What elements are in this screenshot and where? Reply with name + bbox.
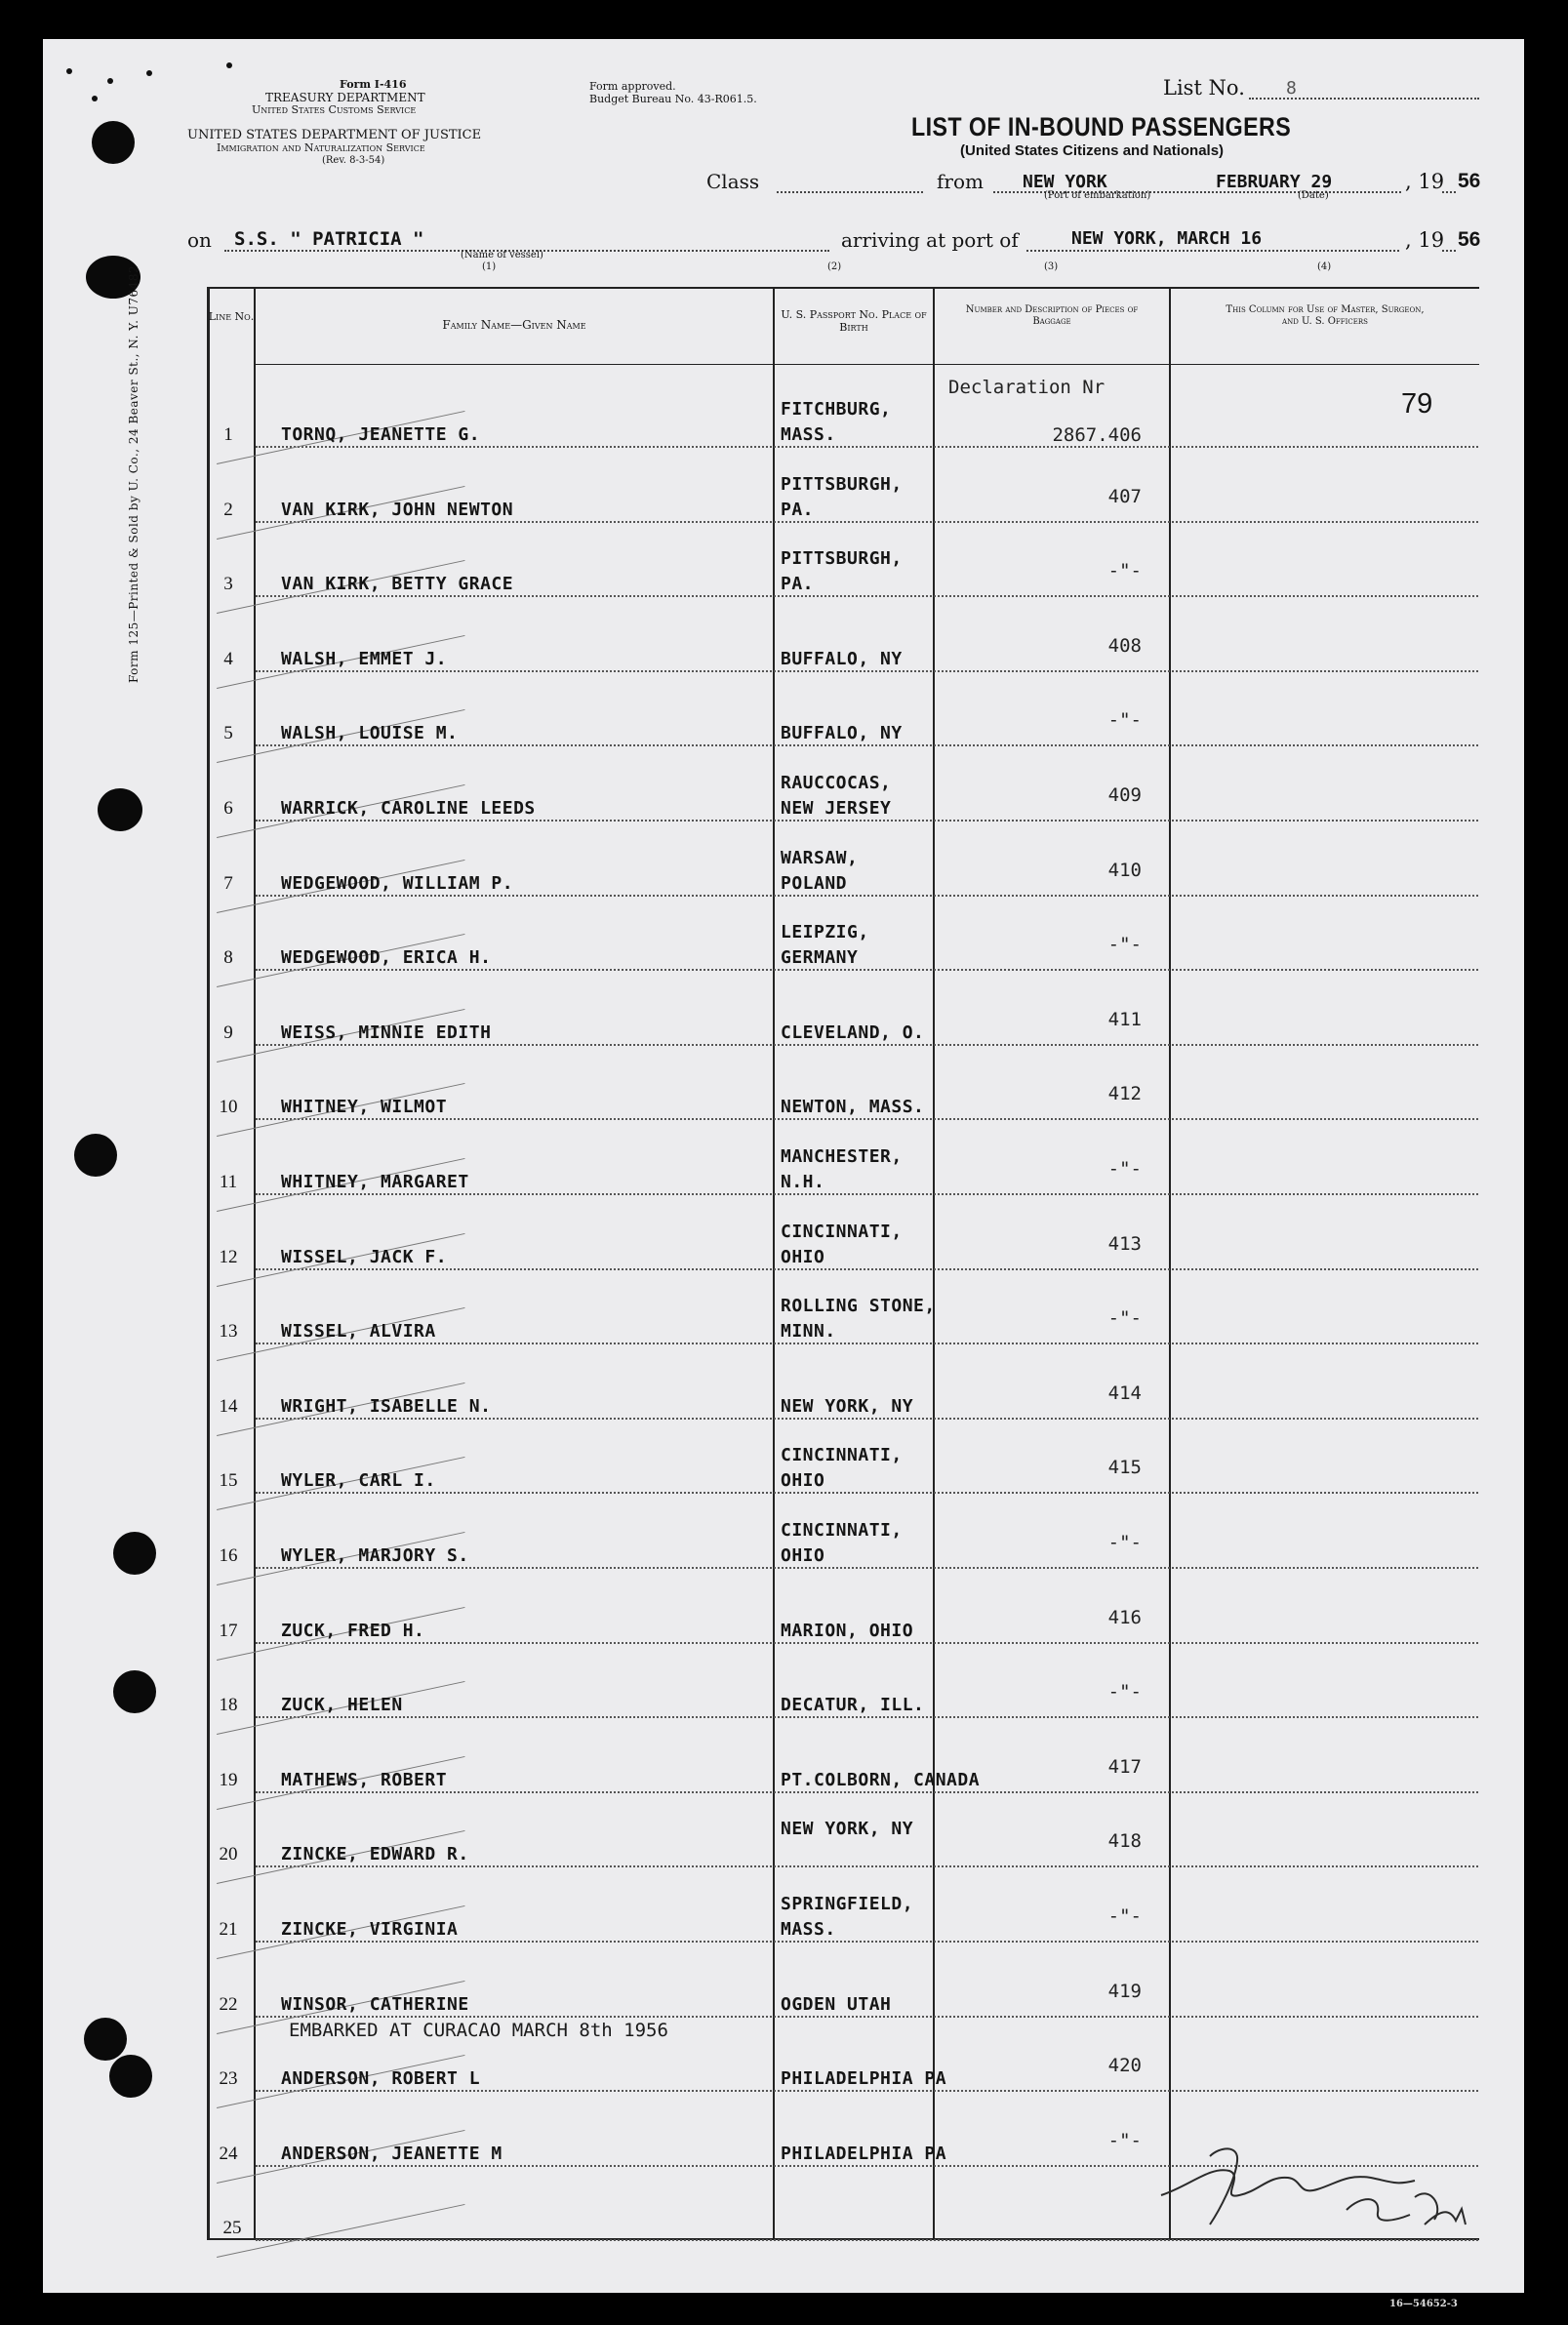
baggage-declaration: 419: [1107, 1981, 1142, 2002]
birthplace-line2: MINN.: [781, 1321, 836, 1342]
line-number: 18: [219, 1695, 238, 1715]
passenger-name: ZUCK, FRED H.: [281, 1621, 425, 1641]
line-number: 3: [223, 574, 233, 594]
list-no-label: List No.: [1163, 76, 1245, 100]
line-number: 11: [219, 1172, 238, 1192]
row-dotted-line: [256, 446, 1478, 448]
baggage-declaration: 2867.406: [1052, 424, 1142, 446]
birthplace-line2: BUFFALO, NY: [781, 649, 903, 669]
passenger-name: WYLER, CARL I.: [281, 1470, 436, 1491]
line-number: 24: [219, 2144, 238, 2164]
form-approved: Form approved.: [589, 80, 676, 93]
passenger-name: WINSOR, CATHERINE: [281, 1994, 469, 2015]
baggage-declaration: -"-: [1107, 1307, 1142, 1329]
line-number: 8: [223, 947, 233, 968]
footer-code: 16—54652-3: [1389, 2299, 1458, 2309]
passenger-name: ANDERSON, ROBERT L: [281, 2068, 481, 2089]
treasury-dept: TREASURY DEPARTMENT: [265, 91, 425, 104]
header-underline: [256, 364, 1479, 365]
line-number: 10: [219, 1097, 238, 1117]
baggage-declaration: 413: [1107, 1233, 1142, 1255]
row-dotted-line: [256, 1492, 1478, 1494]
port-embarkation-caption: (Port of embarkation): [1044, 190, 1151, 201]
year-prefix: 19: [1418, 170, 1445, 193]
row-dotted-line: [256, 2016, 1478, 2018]
birthplace-line1: MANCHESTER,: [781, 1146, 903, 1167]
row-dotted-line: [256, 969, 1478, 971]
passenger-name: WISSEL, JACK F.: [281, 1247, 448, 1267]
passenger-name: WALSH, LOUISE M.: [281, 723, 459, 743]
baggage-declaration: -"-: [1107, 1681, 1142, 1703]
line-number: 22: [219, 1994, 238, 2015]
line-number: 6: [223, 798, 233, 819]
passenger-name: MATHEWS, ROBERT: [281, 1770, 448, 1790]
passenger-name: WEDGEWOOD, WILLIAM P.: [281, 873, 514, 894]
col-header-baggage-text: Number and Description of Pieces of Baggage: [965, 304, 1139, 327]
arrival-year: 56: [1458, 228, 1481, 251]
baggage-declaration: -"-: [1107, 1905, 1142, 1927]
passenger-name: TORNQ, JEANETTE G.: [281, 424, 481, 445]
col-header-officers-text: This Column for Use of Master, Surgeon, and U. S. Officers: [1226, 304, 1425, 327]
port-embarkation: NEW YORK: [1023, 172, 1107, 192]
col-header-name: [256, 318, 773, 332]
baggage-declaration: 412: [1107, 1083, 1142, 1104]
caption-3: (3): [1044, 261, 1059, 272]
line-number: 12: [219, 1247, 238, 1267]
punch-hole: [98, 788, 142, 831]
birthplace-line1: PITTSBURGH,: [781, 474, 903, 495]
baggage-declaration: 409: [1107, 784, 1142, 806]
departure-year: 56: [1458, 170, 1481, 192]
line-number: 19: [219, 1770, 238, 1790]
class-dots: [777, 191, 923, 193]
speck: [66, 68, 72, 74]
col-header-line-no-text: Line No.: [208, 310, 255, 323]
passenger-name: WHITNEY, WILMOT: [281, 1097, 448, 1117]
caption-4: (4): [1317, 261, 1332, 272]
row-dotted-line: [256, 521, 1478, 523]
baggage-declaration: -"-: [1107, 560, 1142, 581]
line-number: 13: [219, 1321, 238, 1342]
row-dotted-line: [256, 1268, 1478, 1270]
passenger-name: VAN KIRK, BETTY GRACE: [281, 574, 514, 594]
birthplace-line2: PHILADELPHIA PA: [781, 2144, 947, 2164]
baggage-declaration: -"-: [1107, 2130, 1142, 2151]
revision: (Rev. 8-3-54): [322, 155, 385, 166]
birthplace-line1: SPRINGFIELD,: [781, 1894, 914, 1914]
class-label: Class: [706, 170, 760, 193]
baggage-declaration: 408: [1107, 635, 1142, 657]
baggage-declaration: 407: [1107, 486, 1142, 507]
passenger-name: ANDERSON, JEANETTE M: [281, 2144, 503, 2164]
birthplace-line1: CINCINNATI,: [781, 1445, 903, 1465]
arrival-dots: [1026, 250, 1399, 252]
row-dotted-line: [256, 1118, 1478, 1120]
baggage-declaration: 414: [1107, 1383, 1142, 1404]
row-dotted-line: [256, 1044, 1478, 1046]
embarked-note: EMBARKED AT CURACAO MARCH 8th 1956: [289, 2020, 668, 2041]
birthplace-line2: CLEVELAND, O.: [781, 1022, 925, 1043]
birthplace-line2: PA.: [781, 574, 815, 594]
line-number: 2: [223, 500, 233, 520]
table-top-border: [207, 287, 1479, 289]
row-dotted-line: [256, 820, 1478, 822]
form-id: Form I-416: [340, 78, 407, 91]
officer-signature: [1151, 2127, 1483, 2234]
birthplace-line2: MARION, OHIO: [781, 1621, 914, 1641]
baggage-declaration: 415: [1107, 1457, 1142, 1478]
declaration-label: Declaration Nr: [948, 377, 1106, 398]
passenger-name: WEISS, MINNIE EDITH: [281, 1022, 492, 1043]
birthplace-line2: OGDEN UTAH: [781, 1994, 892, 2015]
birthplace-line2: POLAND: [781, 873, 848, 894]
vessel-name: S.S. " PATRICIA ": [234, 228, 424, 250]
arrival-year-prefix: , 19: [1405, 228, 1445, 252]
form-title: LIST OF IN-BOUND PASSENGERS: [911, 112, 1292, 141]
line-number: 25: [222, 2218, 242, 2238]
birthplace-line1: ROLLING STONE,: [781, 1296, 936, 1316]
col-divider-pob: [933, 287, 935, 2240]
punch-hole: [74, 1134, 117, 1177]
row-dotted-line: [256, 1418, 1478, 1420]
passenger-name: WISSEL, ALVIRA: [281, 1321, 436, 1342]
officer-number: 79: [1401, 388, 1433, 420]
baggage-declaration: -"-: [1107, 934, 1142, 955]
birthplace-line2: MASS.: [781, 1919, 836, 1940]
birthplace-line2: MASS.: [781, 424, 836, 445]
customs-service: United States Customs Service: [252, 103, 417, 116]
passenger-name: WYLER, MARJORY S.: [281, 1545, 469, 1566]
birthplace-line1: CINCINNATI,: [781, 1520, 903, 1541]
speck: [226, 62, 232, 68]
row-dotted-line: [256, 670, 1478, 672]
baggage-declaration: -"-: [1107, 1532, 1142, 1553]
col-divider-name: [773, 287, 775, 2240]
col-divider-line: [254, 287, 256, 2240]
line-number: 20: [219, 1844, 238, 1864]
col-header-passport-text: U. S. Passport No. Place of Birth: [781, 308, 927, 334]
row-dotted-line: [256, 895, 1478, 897]
baggage-declaration: -"-: [1107, 709, 1142, 731]
line-number: 9: [223, 1022, 233, 1043]
birthplace-line2: N.H.: [781, 1172, 825, 1192]
baggage-declaration: 411: [1107, 1009, 1142, 1030]
speck: [107, 78, 113, 84]
col-divider-baggage: [1169, 287, 1171, 2240]
baggage-declaration: 416: [1107, 1607, 1142, 1628]
speck: [92, 96, 98, 101]
year-dots: [1442, 191, 1456, 193]
budget-bureau: Budget Bureau No. 43-R061.5.: [589, 93, 757, 105]
vessel-caption: (Name of vessel): [461, 250, 543, 261]
birthplace-line2: OHIO: [781, 1470, 825, 1491]
punch-hole: [109, 2055, 152, 2098]
departure-date: FEBRUARY 29: [1216, 172, 1333, 192]
passenger-name: WEDGEWOOD, ERICA H.: [281, 947, 492, 968]
year-dots: [1442, 250, 1456, 252]
punch-hole: [84, 2018, 127, 2061]
speck: [146, 70, 152, 76]
col-header-baggage: [935, 304, 1169, 328]
baggage-declaration: 410: [1107, 860, 1142, 881]
birthplace-line1: RAUCCOCAS,: [781, 773, 892, 793]
punch-hole: [113, 1532, 156, 1575]
list-no-dots: [1249, 98, 1479, 100]
row-dotted-line: [256, 1642, 1478, 1644]
list-no-value: 8: [1286, 78, 1297, 99]
year-prefix: 19: [1418, 228, 1445, 252]
birthplace-line1: NEW YORK, NY: [781, 1819, 914, 1839]
row-dotted-line: [256, 1343, 1478, 1344]
line-number: 21: [219, 1919, 238, 1940]
row-dotted-line: [256, 744, 1478, 746]
col-header-line-no: [208, 310, 255, 323]
row-dotted-line: [256, 2239, 1478, 2241]
from-label: from: [937, 170, 984, 193]
passenger-name: WRIGHT, ISABELLE N.: [281, 1396, 492, 1417]
passenger-name: ZINCKE, VIRGINIA: [281, 1919, 459, 1940]
punch-hole: [92, 121, 135, 164]
birthplace-line2: PHILADELPHIA PA: [781, 2068, 947, 2089]
line-number: 17: [219, 1621, 238, 1641]
row-dotted-line: [256, 2090, 1478, 2092]
side-printer-text: Form 125—Printed & Sold by U. Co., 24 Beaver St., N. Y. U76482: [127, 264, 141, 683]
col-header-name-text: Family Name—Given Name: [442, 318, 586, 332]
line-number: 1: [223, 424, 233, 445]
birthplace-line1: WARSAW,: [781, 848, 859, 868]
row-dotted-line: [256, 595, 1478, 597]
birthplace-line2: BUFFALO, NY: [781, 723, 903, 743]
justice-dept: UNITED STATES DEPARTMENT OF JUSTICE: [187, 128, 482, 142]
birthplace-line1: FITCHBURG,: [781, 399, 892, 420]
line-number: 14: [219, 1396, 238, 1417]
baggage-declaration: 417: [1107, 1756, 1142, 1778]
row-dotted-line: [256, 1941, 1478, 1943]
departure-year-prefix: , 19: [1405, 170, 1445, 193]
arriving-label: arriving at port of: [841, 228, 1019, 252]
birthplace-line2: PA.: [781, 500, 815, 520]
birthplace-line1: LEIPZIG,: [781, 922, 869, 942]
row-dotted-line: [256, 1193, 1478, 1195]
baggage-declaration: 420: [1107, 2055, 1142, 2076]
line-number: 16: [219, 1545, 238, 1566]
on-label: on: [187, 228, 212, 252]
date-caption: (Date): [1298, 190, 1329, 201]
passenger-name: VAN KIRK, JOHN NEWTON: [281, 500, 514, 520]
line-number: 23: [219, 2068, 238, 2089]
line-number: 4: [223, 649, 233, 669]
birthplace-line2: NEW YORK, NY: [781, 1396, 914, 1417]
birthplace-line2: PT.COLBORN, CANADA: [781, 1770, 981, 1790]
row-dotted-line: [256, 1567, 1478, 1569]
birthplace-line1: CINCINNATI,: [781, 1222, 903, 1242]
birthplace-line2: DECATUR, ILL.: [781, 1695, 925, 1715]
baggage-declaration: -"-: [1107, 1158, 1142, 1180]
baggage-declaration: 418: [1107, 1830, 1142, 1852]
arrival-port-date: NEW YORK, MARCH 16: [1071, 228, 1263, 249]
passenger-name: ZINCKE, EDWARD R.: [281, 1844, 469, 1864]
row-dotted-line: [256, 1716, 1478, 1718]
col-header-officers: [1171, 304, 1479, 328]
row-dotted-line: [256, 1865, 1478, 1867]
line-number: 7: [223, 873, 233, 894]
caption-2: (2): [827, 261, 842, 272]
birthplace-line1: PITTSBURGH,: [781, 548, 903, 569]
line-number: 5: [223, 723, 233, 743]
form-subtitle: (United States Citizens and Nationals): [960, 142, 1225, 159]
passenger-name: WARRICK, CAROLINE LEEDS: [281, 798, 536, 819]
passenger-name: WHITNEY, MARGARET: [281, 1172, 469, 1192]
birthplace-line2: NEW JERSEY: [781, 798, 892, 819]
birthplace-line2: GERMANY: [781, 947, 859, 968]
birthplace-line2: NEWTON, MASS.: [781, 1097, 925, 1117]
birthplace-line2: OHIO: [781, 1247, 825, 1267]
ins-text: Immigration and Naturalization Service: [217, 141, 425, 154]
row-dotted-line: [256, 1791, 1478, 1793]
line-number: 15: [219, 1470, 238, 1491]
caption-1: (1): [482, 261, 497, 272]
birthplace-line2: OHIO: [781, 1545, 825, 1566]
passenger-name: WALSH, EMMET J.: [281, 649, 448, 669]
col-header-passport: [775, 308, 933, 334]
punch-hole: [113, 1670, 156, 1713]
passenger-name: ZUCK, HELEN: [281, 1695, 403, 1715]
